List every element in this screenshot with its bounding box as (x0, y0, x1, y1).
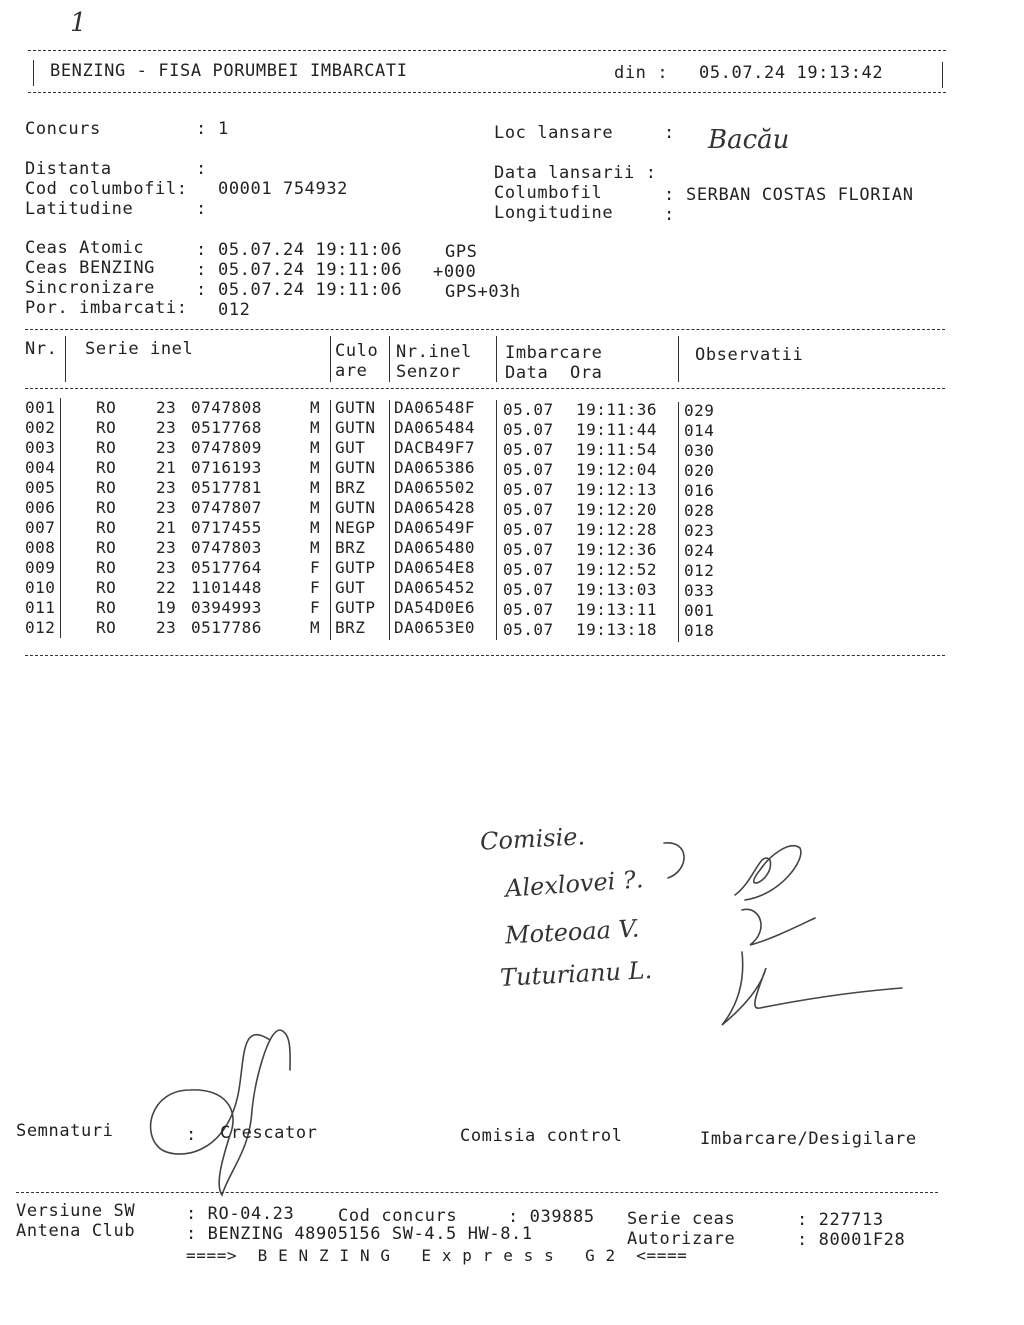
question-mark-scribble (664, 843, 684, 878)
cell-obs: 018 (684, 621, 715, 640)
cell-year: 23 (156, 558, 177, 577)
cell-country: RO (96, 478, 117, 497)
antena-club-value: : BENZING 48905156 SW-4.5 HW-8.1 (186, 1224, 533, 1244)
por-imbarcati-label: Por. imbarcati: (25, 298, 188, 318)
cell-date: 05.07 (503, 460, 554, 479)
cell-ring: 0717455 (191, 518, 262, 537)
cell-year: 23 (156, 618, 177, 637)
cell-sex: M (310, 478, 321, 497)
cell-time: 19:13:18 (576, 620, 658, 639)
cell-sex: M (310, 458, 321, 477)
sincronizare-value: 05.07.24 19:11:06 (218, 280, 403, 300)
report-date-label: din : (614, 63, 669, 83)
cell-date: 05.07 (503, 600, 554, 619)
cell-color: GUTP (335, 558, 376, 577)
commission-signature-3 (722, 952, 902, 1025)
cell-date: 05.07 (503, 580, 554, 599)
cell-color: NEGP (335, 518, 376, 537)
cell-sensor: DA06548F (394, 398, 476, 417)
autorizare-value: : 80001F28 (797, 1230, 906, 1250)
cell-sensor: DA065484 (394, 418, 476, 437)
cell-sensor: DA065502 (394, 478, 476, 497)
cell-sex: F (310, 558, 321, 577)
cell-time: 19:12:28 (576, 520, 658, 539)
header-imbarcare-1: Imbarcare (505, 343, 603, 363)
ceas-benzing-suffix: +000 (433, 262, 477, 282)
cell-sex: M (310, 438, 321, 457)
cell-time: 19:13:03 (576, 580, 658, 599)
cell-year: 23 (156, 498, 177, 517)
loc-lansare-value: Bacău (708, 125, 790, 155)
cell-year: 21 (156, 518, 177, 537)
commission-signature-2 (742, 909, 815, 945)
cell-ring: 0394993 (191, 598, 262, 617)
cell-color: BRZ (335, 618, 366, 637)
cell-sensor: DA06549F (394, 518, 476, 537)
por-imbarcati-value: 012 (218, 300, 251, 320)
cell-color: GUTN (335, 498, 376, 517)
cell-obs: 020 (684, 461, 715, 480)
commission-note-line-3: Moteoaa V. (504, 914, 640, 950)
cell-date: 05.07 (503, 420, 554, 439)
cell-year: 23 (156, 398, 177, 417)
header-observatii: Observatii (695, 345, 804, 365)
distanta-label: Distanta (25, 159, 112, 179)
cell-color: BRZ (335, 538, 366, 557)
cell-sex: M (310, 498, 321, 517)
cod-concurs-label: Cod concurs (338, 1206, 458, 1226)
ceas-benzing-value: 05.07.24 19:11:06 (218, 260, 403, 280)
concurs-value: 1 (218, 119, 229, 139)
versiune-sw-value: : RO-04.23 (186, 1204, 295, 1224)
cell-obs: 030 (684, 441, 715, 460)
cell-nr: 010 (25, 578, 56, 597)
loc-lansare-label: Loc lansare (494, 123, 614, 143)
cell-sex: M (310, 618, 321, 637)
header-culoare-1: Culo (335, 341, 379, 361)
concurs-colon: : (196, 119, 207, 139)
cell-sensor: DACB49F7 (394, 438, 476, 457)
cell-date: 05.07 (503, 560, 554, 579)
cell-country: RO (96, 518, 117, 537)
cell-obs: 024 (684, 541, 715, 560)
cell-sex: M (310, 538, 321, 557)
ceas-benzing-colon: : (196, 260, 207, 280)
cell-ring: 0517764 (191, 558, 262, 577)
cell-country: RO (96, 418, 117, 437)
cell-time: 19:11:54 (576, 440, 658, 459)
commission-note-line-4: Tuturianu L. (499, 956, 653, 992)
cell-year: 23 (156, 438, 177, 457)
data-lansarii-label: Data lansarii : (494, 163, 657, 183)
cell-obs: 012 (684, 561, 715, 580)
ceas-atomic-colon: : (196, 240, 207, 260)
crescator-signature (151, 1030, 291, 1195)
cell-date: 05.07 (503, 500, 554, 519)
commission-note-line-2: Alexlovei ?. (504, 865, 645, 903)
cell-country: RO (96, 538, 117, 557)
cell-nr: 006 (25, 498, 56, 517)
cell-year: 19 (156, 598, 177, 617)
cell-ring: 0747807 (191, 498, 262, 517)
columbofil-value: SERBAN COSTAS FLORIAN (686, 185, 914, 205)
cell-color: GUT (335, 578, 366, 597)
cell-country: RO (96, 558, 117, 577)
cell-date: 05.07 (503, 620, 554, 639)
cell-year: 23 (156, 538, 177, 557)
header-imbarcare-2: Data Ora (505, 363, 603, 383)
cell-color: BRZ (335, 478, 366, 497)
cell-country: RO (96, 618, 117, 637)
cell-ring: 0517768 (191, 418, 262, 437)
cell-nr: 001 (25, 398, 56, 417)
cell-country: RO (96, 578, 117, 597)
longitudine-colon: : (664, 205, 675, 225)
semnaturi-colon: : (186, 1125, 197, 1145)
cell-country: RO (96, 498, 117, 517)
autorizare-label: Autorizare (627, 1229, 736, 1249)
distanta-colon: : (196, 159, 207, 179)
cell-nr: 004 (25, 458, 56, 477)
comisia-control-label: Comisia control (460, 1126, 623, 1146)
cell-date: 05.07 (503, 480, 554, 499)
sincronizare-suffix: GPS+03h (445, 282, 521, 302)
cell-sex: F (310, 578, 321, 597)
cell-country: RO (96, 398, 117, 417)
cell-ring: 0517786 (191, 618, 262, 637)
cell-ring: 0747808 (191, 398, 262, 417)
cell-date: 05.07 (503, 540, 554, 559)
cell-date: 05.07 (503, 440, 554, 459)
cell-country: RO (96, 458, 117, 477)
cell-sensor: DA065480 (394, 538, 476, 557)
header-serie-inel: Serie inel (85, 339, 194, 359)
cell-time: 19:12:20 (576, 500, 658, 519)
cell-sensor: DA0654E8 (394, 558, 476, 577)
cell-year: 21 (156, 458, 177, 477)
antena-club-label: Antena Club (16, 1221, 136, 1241)
cell-year: 23 (156, 478, 177, 497)
cell-obs: 014 (684, 421, 715, 440)
benzing-banner: ====> B E N Z I N G E x p r e s s G 2 <==== (186, 1246, 688, 1265)
cell-sex: M (310, 518, 321, 537)
header-nrinel-1: Nr.inel (396, 342, 472, 362)
cell-date: 05.07 (503, 400, 554, 419)
report-date-value: 05.07.24 19:13:42 (699, 63, 884, 83)
cell-date: 05.07 (503, 520, 554, 539)
cell-sex: M (310, 398, 321, 417)
cell-sex: M (310, 418, 321, 437)
columbofil-label: Columbofil (494, 183, 603, 203)
cell-obs: 033 (684, 581, 715, 600)
serie-ceas-value: : 227713 (797, 1210, 884, 1230)
cod-columbofil-value: 00001 754932 (218, 179, 349, 199)
cell-country: RO (96, 438, 117, 457)
cell-nr: 005 (25, 478, 56, 497)
cell-nr: 008 (25, 538, 56, 557)
cell-ring: 0747809 (191, 438, 262, 457)
crescator-label: Crescator (220, 1123, 318, 1143)
cell-time: 19:11:36 (576, 400, 658, 419)
ceas-atomic-suffix: GPS (445, 242, 478, 262)
cell-color: GUTP (335, 598, 376, 617)
cell-nr: 003 (25, 438, 56, 457)
cell-year: 22 (156, 578, 177, 597)
ceas-atomic-label: Ceas Atomic (25, 238, 145, 258)
cell-time: 19:13:11 (576, 600, 658, 619)
cell-ring: 0747803 (191, 538, 262, 557)
cell-color: GUTN (335, 458, 376, 477)
cell-country: RO (96, 598, 117, 617)
longitudine-label: Longitudine (494, 203, 614, 223)
cell-color: GUTN (335, 418, 376, 437)
footer-top-border (16, 1192, 938, 1193)
cell-time: 19:12:36 (576, 540, 658, 559)
cell-time: 19:11:44 (576, 420, 658, 439)
cell-obs: 028 (684, 501, 715, 520)
cell-ring: 0716193 (191, 458, 262, 477)
cell-sensor: DA54D0E6 (394, 598, 476, 617)
columbofil-colon: : (664, 185, 675, 205)
serie-ceas-label: Serie ceas (627, 1209, 736, 1229)
cell-ring: 1101448 (191, 578, 262, 597)
header-nrinel-2: Senzor (396, 362, 462, 382)
commission-signature-1 (735, 846, 801, 900)
ceas-atomic-value: 05.07.24 19:11:06 (218, 240, 403, 260)
cell-nr: 007 (25, 518, 56, 537)
cell-time: 19:12:52 (576, 560, 658, 579)
cell-obs: 016 (684, 481, 715, 500)
header-nr: Nr. (25, 339, 58, 359)
cod-concurs-value: : 039885 (508, 1207, 595, 1227)
page-number-mark: 1 (70, 8, 87, 38)
cod-columbofil-label: Cod columbofil: (25, 179, 188, 199)
cell-ring: 0517781 (191, 478, 262, 497)
cell-obs: 001 (684, 601, 715, 620)
loc-lansare-colon: : (664, 123, 675, 143)
cell-color: GUT (335, 438, 366, 457)
cell-sensor: DA065452 (394, 578, 476, 597)
latitudine-colon: : (196, 199, 207, 219)
imbarcare-desigilare-label: Imbarcare/Desigilare (700, 1129, 917, 1149)
cell-sensor: DA0653E0 (394, 618, 476, 637)
header-culoare-2: are (335, 361, 368, 381)
cell-nr: 012 (25, 618, 56, 637)
cell-nr: 011 (25, 598, 56, 617)
cell-obs: 023 (684, 521, 715, 540)
cell-time: 19:12:13 (576, 480, 658, 499)
cell-nr: 009 (25, 558, 56, 577)
cell-year: 23 (156, 418, 177, 437)
cell-nr: 002 (25, 418, 56, 437)
sincronizare-label: Sincronizare (25, 278, 156, 298)
cell-sensor: DA065428 (394, 498, 476, 517)
latitudine-label: Latitudine (25, 199, 134, 219)
cell-sex: F (310, 598, 321, 617)
versiune-sw-label: Versiune SW (16, 1201, 136, 1221)
report-title: BENZING - FISA PORUMBEI IMBARCATI (50, 61, 408, 81)
cell-sensor: DA065386 (394, 458, 476, 477)
cell-obs: 029 (684, 401, 715, 420)
commission-note-line-1: Comisie. (479, 822, 586, 856)
cell-time: 19:12:04 (576, 460, 658, 479)
concurs-label: Concurs (25, 119, 101, 139)
sincronizare-colon: : (196, 280, 207, 300)
ceas-benzing-label: Ceas BENZING (25, 258, 156, 278)
semnaturi-label: Semnaturi (16, 1121, 114, 1141)
cell-color: GUTN (335, 398, 376, 417)
